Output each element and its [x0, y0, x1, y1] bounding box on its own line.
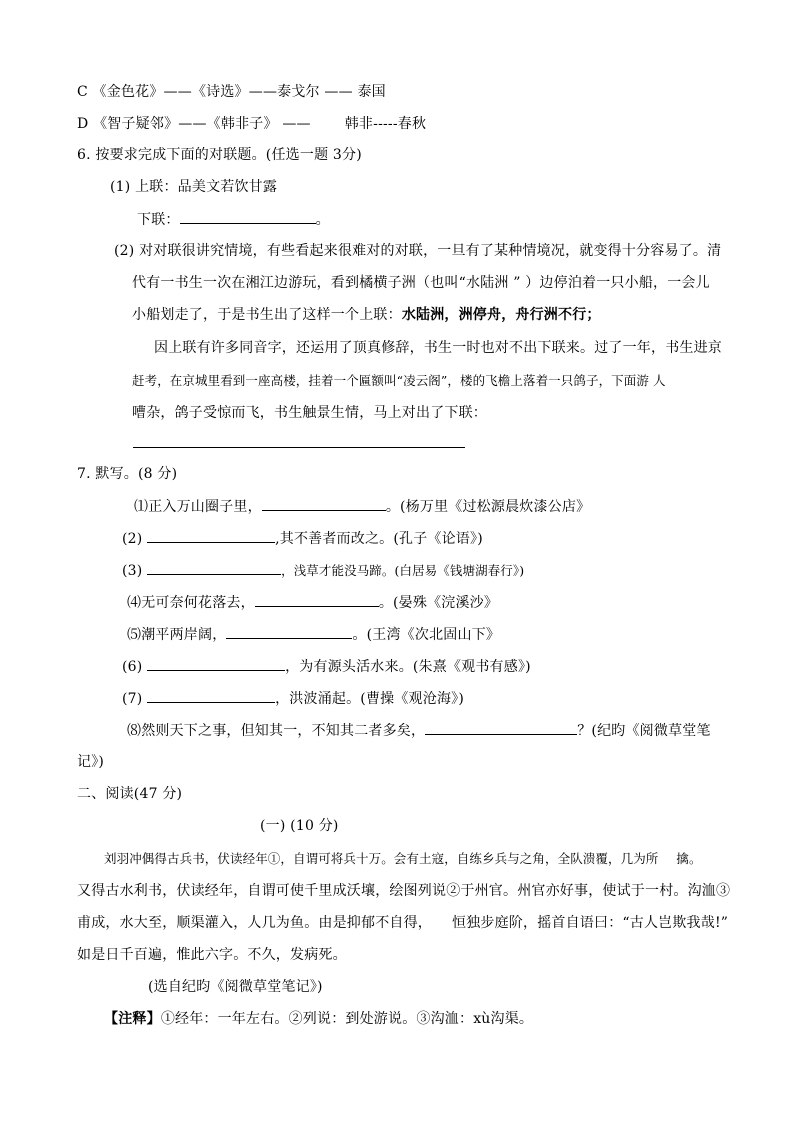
passage-line-2: 又得古水利书，伏读经年，自谓可使千里成沃壤，绘图列说②于州官。州官亦好事，使试于一村。沟洫③: [77, 883, 731, 899]
lower-couplet-end: 。: [315, 212, 330, 228]
q7-heading: 7. 默写。(8 分): [77, 466, 178, 482]
q7-item-7-source: ，洪波涌起。(曹操《观沧海》): [275, 691, 465, 707]
q7-item-4: [127, 593, 498, 612]
passage-line-3: [77, 914, 728, 932]
q7-item-1-blank[interactable]: [262, 497, 386, 511]
q7-item-4-prompt: ⑷无可奈何花落去，: [127, 595, 255, 611]
option-c: C 《金色花》——《诗选》——泰戈尔 —— 泰国: [77, 84, 386, 100]
passage-source: (选自纪昀《阅微草堂笔记》): [148, 979, 323, 995]
q6-part2-line3-text: 小船划走了，于是书生出了这样一个上联：: [132, 307, 402, 323]
q7-item-3-number: (3): [122, 563, 148, 579]
q6-answer-line[interactable]: [133, 447, 465, 448]
q7-item-5-prompt: ⑸潮平两岸阔，: [127, 627, 227, 643]
q6-part1-lower: [137, 210, 330, 229]
q7-item-5-source: 。(王湾《次北固山下》: [352, 627, 501, 643]
q7-item-3-source: ，浅草才能没马蹄。(白居易《钱塘湖春行》): [281, 563, 525, 578]
q7-item-5-blank[interactable]: [226, 625, 352, 639]
option-d-text: D 《智子疑邻》——《韩非子》 ——: [77, 116, 311, 132]
q7-item-8: [127, 721, 711, 740]
passage-line-1-end: 擒。: [676, 851, 702, 866]
q7-item-3: [122, 561, 524, 580]
q6-part2-line2: 代有一书生一次在湘江边游玩，看到橘横子洲（也叫“水陆洲 ” ）边停泊着一只小船，一会儿: [132, 275, 710, 291]
q7-item-7-blank[interactable]: [147, 689, 275, 703]
q6-part2-line3: [132, 306, 601, 324]
upper-couplet-bold: 水陆洲，洲停舟，舟行洲不行；: [401, 307, 601, 323]
lower-couplet-blank[interactable]: [180, 210, 316, 224]
q7-item-1-prompt: ⑴正入万山圈子里，: [134, 499, 262, 515]
q7-item-5: [127, 625, 500, 644]
lower-couplet-label: 下联：: [137, 212, 180, 228]
q6-part2-line5: 赶考，在京城里看到一座高楼，挂着一个匾额叫“凌云阁”，楼的飞檐上落着一只鸽子，下面游 人: [132, 373, 666, 388]
q7-item-3-blank[interactable]: [147, 561, 281, 575]
q6-part1-upper: (1) 上联：品美文若饮甘露: [110, 179, 278, 195]
q7-item-6-blank[interactable]: [147, 657, 285, 671]
passage-line-1-text: 刘羽冲偶得古兵书，伏读经年①，自谓可将兵十万。会有土寇，自练乡兵与之角，全队溃覆，几为所: [104, 851, 659, 866]
section-2-heading: 二、阅读(47 分): [77, 786, 183, 802]
passage-line-4: 如是日千百遍，惟此六字。不久，发病死。: [77, 947, 347, 963]
q7-item-7-number: (7): [122, 691, 148, 707]
q7-item-6-number: (6): [122, 659, 148, 675]
passage-line-3-text: 甫成，水大至，顺渠灌入，人几为鱼。由是抑郁不自得，: [77, 915, 432, 931]
option-d-era: 韩非-----春秋: [344, 116, 427, 132]
reading-1-heading: (一) (10 分): [260, 818, 339, 834]
q7-item-2-blank[interactable]: [147, 529, 275, 543]
q7-item-8-source: ？(纪昀《阅微草堂笔: [577, 723, 711, 739]
passage-notes: [104, 1010, 533, 1028]
q6-part2-line6: 嘈杂，鸽子受惊而飞，书生触景生情，马上对出了下联：: [132, 405, 487, 421]
option-d: [77, 115, 426, 133]
q7-item-1-source: 。(杨万里《过松源晨炊漆公店》: [385, 499, 591, 515]
q7-item-8-prompt: ⑻然则天下之事，但知其一，不知其二者多矣，: [127, 723, 426, 739]
q6-part2-line1: (2) 对对联很讲究情境，有些看起来很难对的对联，一旦有了某种情境况，就变得十分容易了。清: [114, 243, 722, 259]
q7-item-4-source: 。(晏殊《浣溪沙》: [378, 595, 499, 611]
q7-item-7: [122, 689, 464, 708]
q7-item-8-cont: 记》): [77, 754, 105, 770]
q7-item-8-blank[interactable]: [425, 721, 577, 735]
q7-item-2: [122, 529, 483, 548]
q6-part2-line4: 因上联有许多同音字，还运用了顶真修辞，书生一时也对不出下联来。过了一年，书生进京: [154, 340, 722, 356]
q7-item-2-number: (2): [122, 531, 148, 547]
passage-line-3-quote: 恒独步庭阶，摇首自语曰：“古人岂欺我哉!”: [452, 915, 729, 931]
passage-line-1: [104, 850, 702, 868]
q7-item-6: [122, 657, 531, 676]
q6-heading: 6. 按要求完成下面的对联题。(任选一题 3分): [77, 147, 362, 163]
q7-item-2-source: ,其不善者而改之。(孔子《论语》): [275, 531, 483, 547]
q7-item-1: [134, 497, 590, 516]
notes-label: 【注释】: [104, 1011, 161, 1027]
q7-item-4-blank[interactable]: [255, 593, 379, 607]
q7-item-6-source: ，为有源头活水来。(朱熹《观书有感》): [285, 659, 531, 675]
notes-text: ①经年：一年左右。②列说：到处游说。③沟洫：xù沟渠。: [160, 1011, 534, 1027]
